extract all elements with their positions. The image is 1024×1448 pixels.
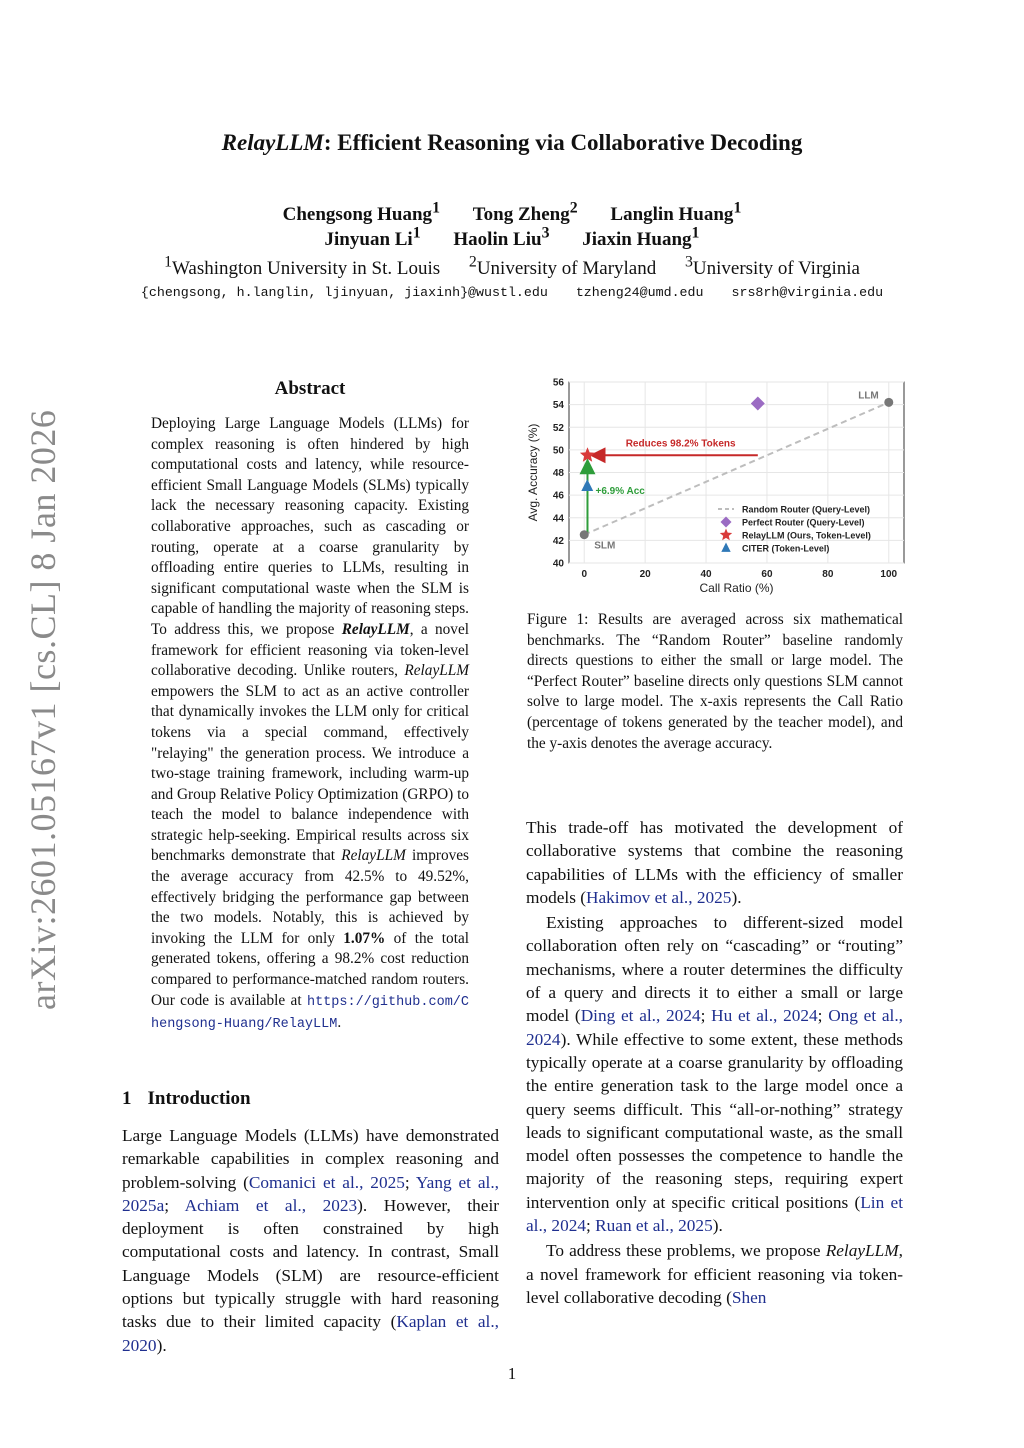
llm-label: LLM — [858, 390, 879, 402]
paper-title — [0, 130, 1024, 156]
y-tick-label: 54 — [552, 400, 564, 412]
affiliation: $^1$Washington University in St. Louis — [164, 254, 441, 280]
tokens-reduction-label: Reduces 98.2% Tokens — [625, 438, 736, 450]
citation-link[interactable]: Ruan et al., 2025 — [595, 1216, 713, 1236]
email[interactable]: {chengsong, h.langlin, ljinyuan, jiaxinh}@wustl.edu — [140, 285, 548, 300]
y-tick-label: 52 — [552, 422, 564, 434]
paragraph: This trade-off has motivated the development of collaborative systems that combine the reasoning capabilities of LLMs with the efficiency of smaller models (Hakimov et al., 2025). — [526, 818, 903, 907]
x-tick-label: 0 — [581, 569, 588, 580]
slm-point — [580, 530, 589, 539]
citation-link[interactable]: Lin et al., 2024 — [526, 1192, 903, 1236]
x-axis-label: Call Ratio (%) — [699, 581, 774, 595]
intro-body: Large Language Models (LLMs) have demonstrated remarkable capabilities in complex reasoning and problem-solving (Comanici et al., 2025; Yang et al., 2025a; Achiam et al., 2023). However, their deployment is often constrained by high computational costs and latency. In contrast, Small Language Models (SLM) are resource-efficient options but typically struggle with hard reasoning tasks due to their limited capacity (Kaplan et al., 2020). — [122, 1126, 499, 1355]
accuracy-gain-label: +6.9% Acc — [595, 485, 645, 497]
abstract-heading: Abstract — [274, 378, 346, 399]
citation-link[interactable]: Achiam et al., 2023 — [184, 1195, 358, 1215]
title-rest: : Efficient Reasoning via Collaborative Decoding — [323, 130, 803, 155]
y-tick-label: 50 — [552, 445, 564, 457]
citation-link[interactable]: Hu et al., 2024 — [711, 1006, 818, 1026]
llm-point — [884, 398, 893, 407]
legend-label: RelayLLM (Ours, Token-Level) — [742, 530, 871, 541]
legend-label: Perfect Router (Query-Level) — [742, 517, 865, 528]
x-tick-label: 80 — [822, 569, 834, 580]
code-link[interactable]: https://github.com/Chengsong-Huang/RelayLLM — [151, 994, 469, 1033]
author: Jiaxin Huang$^1$ — [582, 225, 700, 251]
paragraph: To address these problems, we propose RelayLLM, a novel framework for efficient reasoning via token-level collaborative decoding (Shen — [526, 1241, 903, 1307]
x-tick-label: 60 — [761, 569, 773, 580]
affiliation: $^3$University of Virginia — [684, 254, 860, 280]
legend-label: CITER (Token-Level) — [742, 543, 830, 554]
citation-link[interactable]: Yang et al., 2025a — [122, 1172, 499, 1215]
system-name: RelayLLM — [341, 620, 410, 638]
author: Chengsong Huang$^1$ — [282, 200, 440, 226]
y-tick-label: 42 — [552, 535, 564, 547]
bold-value: 1.07% — [343, 929, 386, 947]
author: Tong Zheng$^2$ — [472, 200, 578, 226]
x-tick-label: 20 — [639, 569, 651, 580]
citation-link[interactable]: Ong et al., 2024 — [526, 1006, 904, 1049]
citation-link[interactable]: Ding et al., 2024 — [580, 1006, 701, 1026]
author: Jinyuan Li$^1$ — [324, 225, 421, 251]
section-heading: 1 Introduction — [122, 1088, 251, 1109]
affiliation: $^2$University of Maryland — [468, 254, 657, 280]
emails — [0, 285, 1024, 300]
y-tick-label: 46 — [552, 490, 564, 502]
citation-link[interactable]: Kaplan et al., 2020 — [122, 1312, 499, 1355]
authors-row-1 — [0, 200, 1024, 226]
arxiv-stamp: arXiv:2601.05167v1 [cs.CL] 8 Jan 2026 — [23, 409, 63, 1010]
slm-label: SLM — [594, 540, 616, 552]
email[interactable]: srs8rh@virginia.edu — [731, 285, 884, 300]
paragraph: Existing approaches to different-sized model collaboration often rely on “cascading” or “routing” mechanisms, where a router determines the difficulty of a query and directs it to either a small or large model (Ding et al., 2024; Hu et al., 2024; Ong et al., 2024). While effective to some extent, these methods typically operate at a coarse granularity by offloading the entire generation task to the large model once a query seems difficult. This “all-or-nothing” strategy leads to significant computational waste, as the small model often possesses the competence to handle the majority of the reasoning steps, requiring expert intervention only at specific critical positions (Lin et al., 2024; Ruan et al., 2025). — [526, 913, 904, 1236]
x-tick-label: 100 — [880, 569, 898, 580]
citation-link[interactable]: Shen — [731, 1287, 767, 1307]
x-tick-label: 40 — [700, 569, 712, 580]
right-column-body — [526, 816, 903, 1311]
affiliations — [0, 254, 1024, 280]
legend-label: Random Router (Query-Level) — [742, 504, 871, 515]
email[interactable]: tzheng24@umd.edu — [575, 285, 704, 300]
title-system-name: RelayLLM — [221, 130, 324, 155]
abstract-body: Deploying Large Language Models (LLMs) for complex reasoning is often hindered by high computational costs and latency, while resource-efficient Small Language Models (SLMs) typically lack the necessary reasoning capacity. Existing collaborative approaches, such as cascading or routing, operate at a coarse granularity by offloading entire queries to LLMs, resulting in significant computational waste when the SLM is capable of handling the majority of reasoning steps. To address this, we propose RelayLLM, a novel framework for efficient reasoning via token-level collaborative decoding. Unlike routers, RelayLLM empowers the SLM to act as an active controller that dynamically invokes the LLM only for critical tokens via a special command, effectively "relaying" the generation process. We introduce a two-stage training framework, including warm-up and Group Relative Policy Optimization (GRPO) to teach the model to balance independence with strategic help-seeking. Empirical results across six benchmarks demonstrate that RelayLLM improves the average accuracy from 42.5% to 49.52%, effectively bridging the performance gap between the two models. Notably, this is achieved by invoking the LLM for only 1.07% of the total generated tokens, offering a 98.2% cost reduction compared to performance-matched random routers. Our code is available at https://github.com/Chengsong-Huang/RelayLLM. — [151, 415, 469, 1033]
author: Langlin Huang$^1$ — [610, 200, 742, 226]
authors-row-2 — [0, 225, 1024, 251]
figure-1-chart — [522, 370, 910, 605]
author: Haolin Liu$^3$ — [453, 225, 550, 251]
figure-caption: Figure 1: Results are averaged across six mathematical benchmarks. The “Random Router” baseline randomly directs questions to either the small or large model. The “Perfect Router” baseline directs only questions SLM cannot solve to large model. The x-axis represents the Call Ratio (percentage of tokens generated by the teacher model), and the y-axis denotes the average accuracy. — [527, 611, 903, 752]
citation-link[interactable]: Comanici et al., 2025 — [248, 1172, 405, 1192]
y-tick-label: 40 — [552, 558, 564, 570]
y-tick-label: 44 — [552, 513, 564, 525]
y-axis-label: Avg. Accuracy (%) — [526, 423, 540, 522]
citation-link[interactable]: Hakimov et al., 2025 — [586, 887, 732, 907]
page-number: 1 — [507, 1364, 517, 1383]
y-tick-label: 56 — [552, 377, 564, 389]
y-tick-label: 48 — [552, 468, 564, 479]
